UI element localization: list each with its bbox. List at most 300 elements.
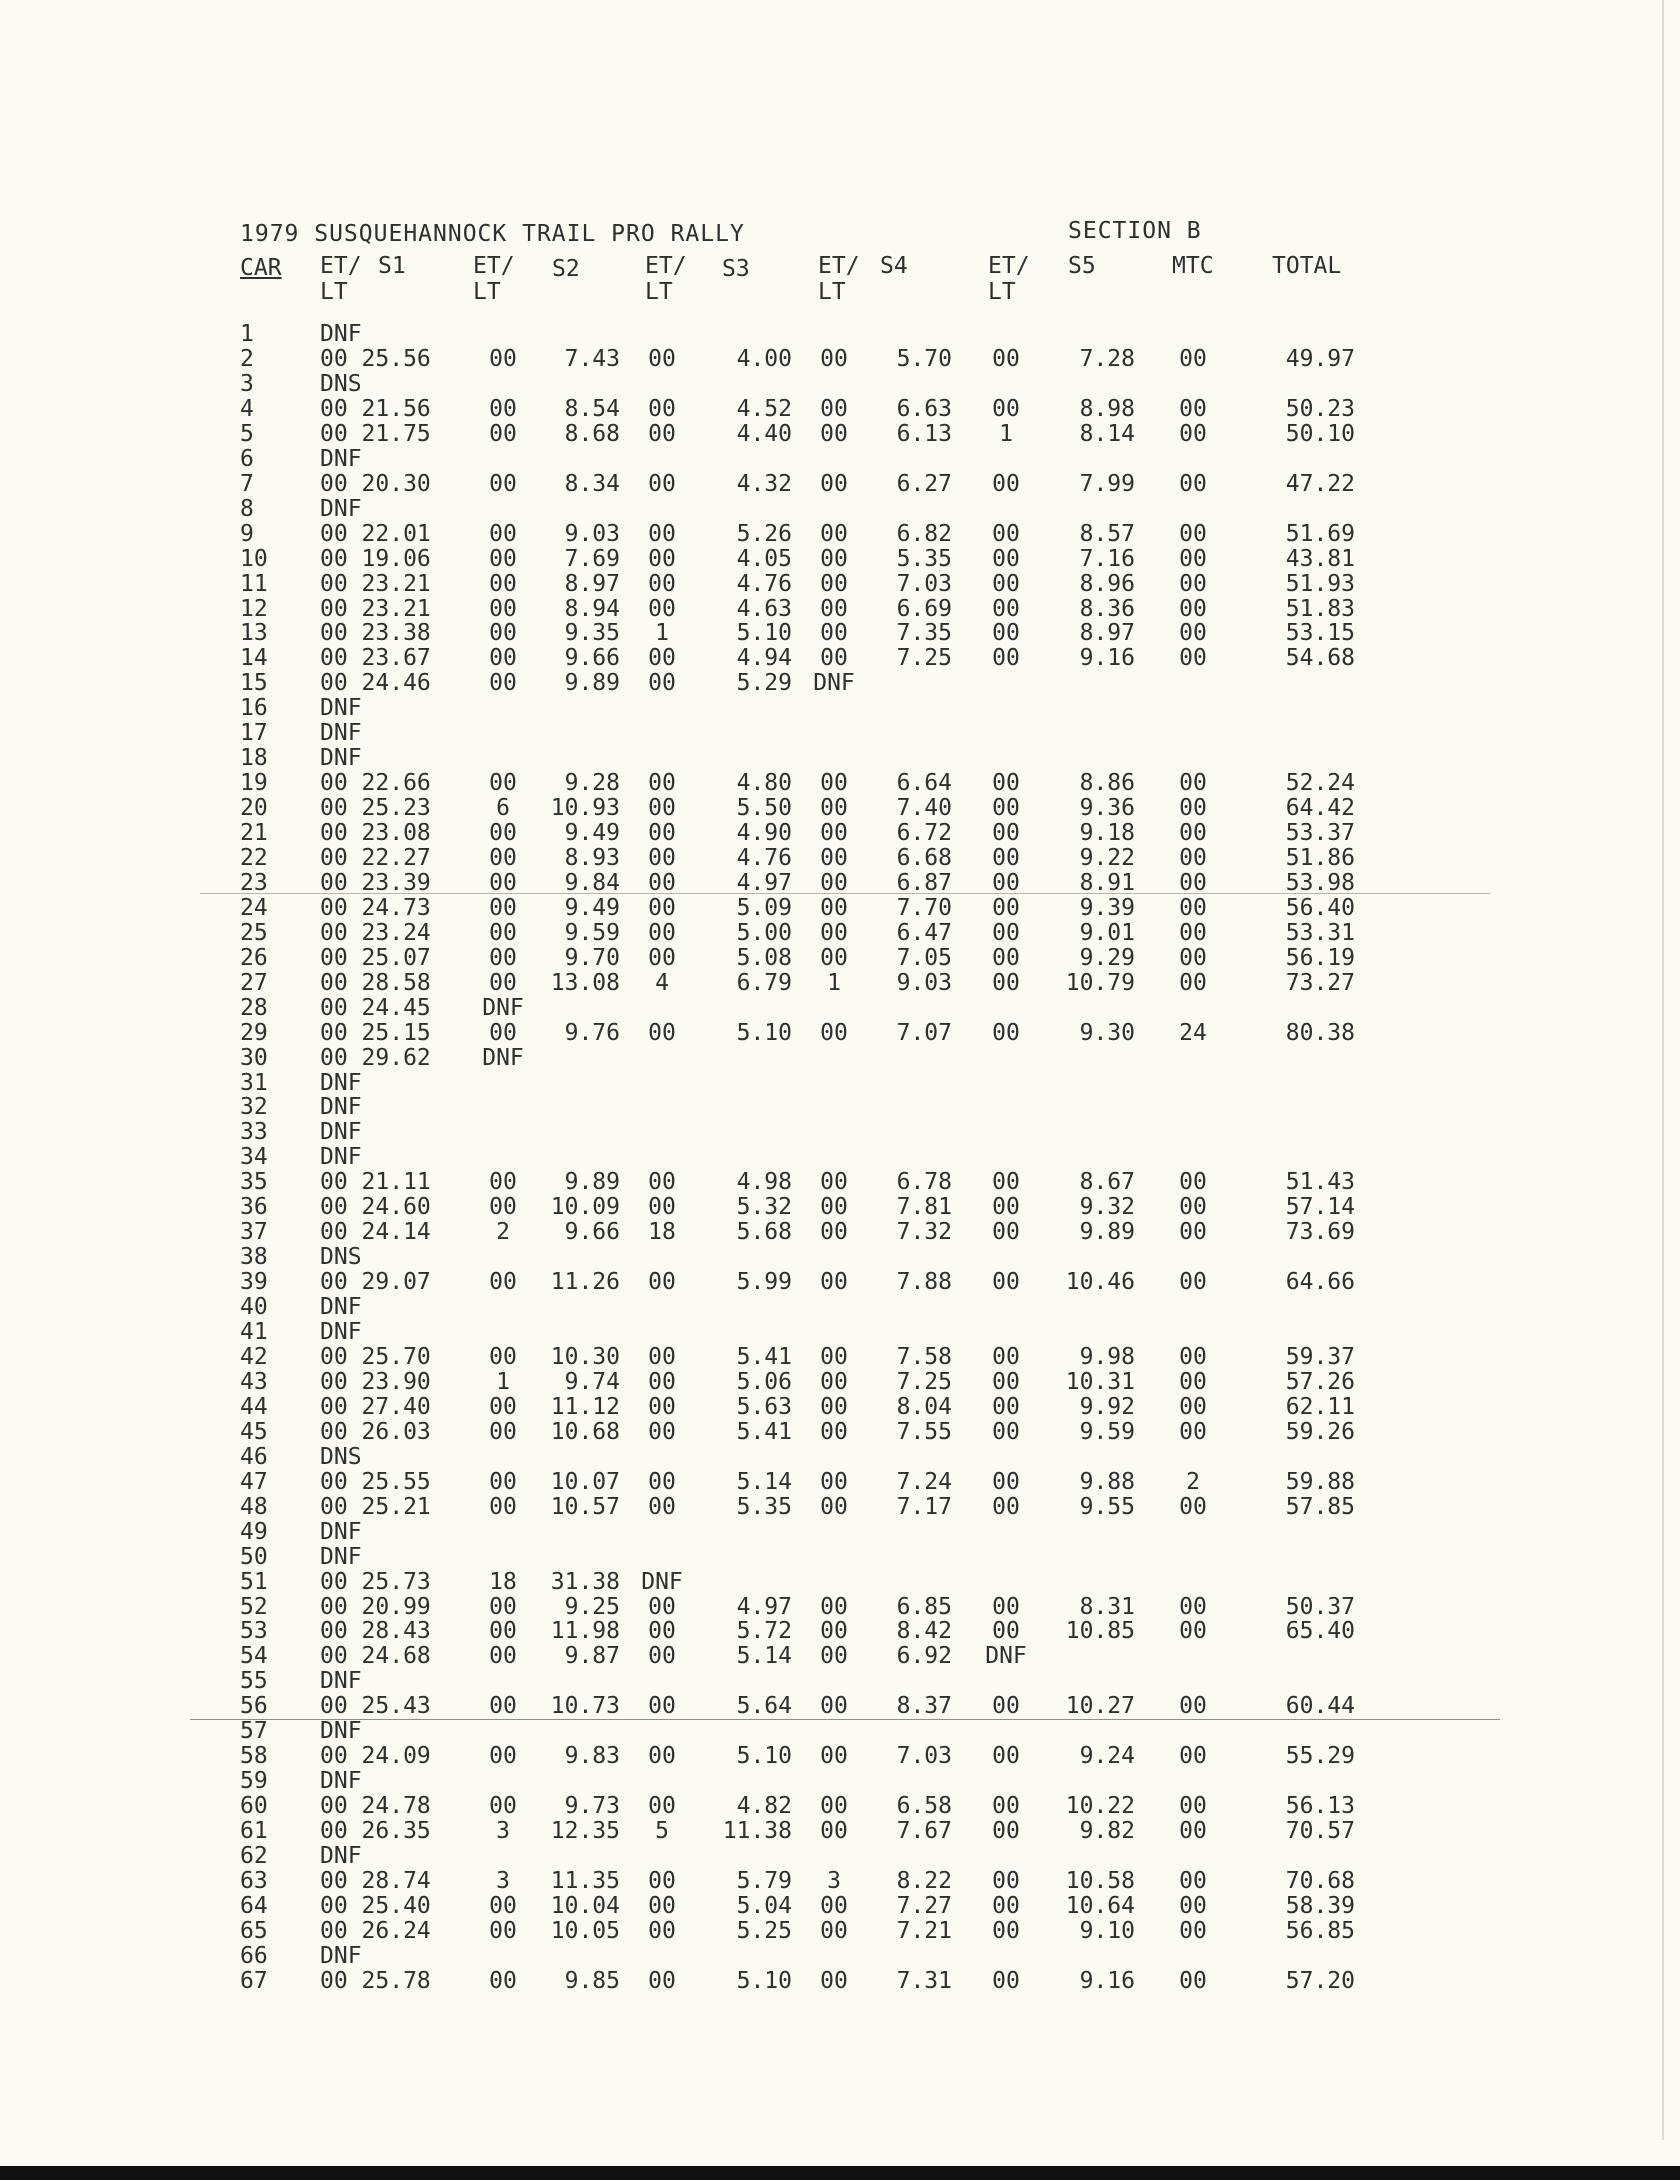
et-lt-3: 00 bbox=[820, 820, 848, 846]
table-row bbox=[0, 1195, 1680, 1220]
et-lt-3: 00 bbox=[820, 1019, 848, 1046]
total-time: 70.57 bbox=[1285, 1818, 1355, 1844]
table-row bbox=[0, 721, 1680, 746]
et-lt-1: 00 bbox=[489, 1343, 517, 1370]
mtc-penalty: 00 bbox=[1179, 345, 1207, 372]
car-number: 61 bbox=[240, 1818, 268, 1844]
table-row bbox=[0, 1944, 1680, 1969]
stage-4-time: 5.35 bbox=[896, 545, 952, 572]
et-lt-3: 00 bbox=[820, 345, 848, 372]
et-lt-4: 00 bbox=[992, 1867, 1020, 1894]
et-lt-4: 00 bbox=[992, 969, 1020, 996]
et-lt-3: 00 bbox=[820, 1892, 848, 1919]
mtc-penalty: 00 bbox=[1179, 1393, 1207, 1420]
et-lt-4: 00 bbox=[992, 869, 1020, 896]
stage-2-time: 8.68 bbox=[564, 420, 620, 447]
stage-4-time: 6.87 bbox=[896, 869, 952, 896]
total-time: 53.15 bbox=[1285, 620, 1355, 647]
et-lt-1: 00 bbox=[489, 1418, 517, 1445]
stage-5-time: 10.22 bbox=[1065, 1793, 1135, 1819]
stage-3-time: 4.97 bbox=[736, 869, 792, 896]
stage-3-time: 5.14 bbox=[736, 1643, 792, 1670]
stage-2-time: 7.69 bbox=[564, 545, 620, 572]
stage-4-time: 7.27 bbox=[896, 1892, 952, 1919]
et-lt-1: 00 bbox=[489, 645, 517, 672]
stage-4-time: 6.82 bbox=[896, 520, 952, 547]
et-lt-1: 00 bbox=[489, 1593, 517, 1620]
stage-3-time: 5.68 bbox=[736, 1219, 792, 1246]
stage-5-time: 9.82 bbox=[1079, 1818, 1135, 1844]
stage-4-time: 7.35 bbox=[896, 620, 952, 647]
et-lt-3: 1 bbox=[827, 969, 841, 996]
stage-1-time: 00 20.30 bbox=[320, 470, 431, 497]
stage-4-time: 7.55 bbox=[896, 1418, 952, 1445]
stage-1-time: DNF bbox=[320, 720, 362, 747]
total-time: 51.43 bbox=[1285, 1169, 1355, 1196]
total-time: 70.68 bbox=[1285, 1867, 1355, 1894]
et-lt-1: 00 bbox=[489, 770, 517, 797]
car-number: 26 bbox=[240, 944, 268, 971]
et-lt-2: 00 bbox=[648, 1019, 676, 1046]
total-time: 43.81 bbox=[1285, 545, 1355, 572]
stage-3-time: 6.79 bbox=[736, 969, 792, 996]
et-lt-4: 00 bbox=[992, 1194, 1020, 1221]
et-lt-4: 00 bbox=[992, 1343, 1020, 1370]
total-time: 73.27 bbox=[1285, 969, 1355, 996]
stage-1-time: DNF bbox=[320, 1718, 362, 1745]
et-lt-1: 3 bbox=[496, 1818, 510, 1844]
stage-2-time: 7.43 bbox=[564, 345, 620, 372]
total-time: 53.31 bbox=[1285, 919, 1355, 946]
et-lt-4: 00 bbox=[992, 1917, 1020, 1944]
stage-1-time: 00 28.43 bbox=[320, 1618, 431, 1645]
stage-5-time: 9.29 bbox=[1079, 944, 1135, 971]
mtc-penalty: 00 bbox=[1179, 894, 1207, 921]
et-lt-3: 00 bbox=[820, 1194, 848, 1221]
car-number: 14 bbox=[240, 645, 268, 672]
table-row bbox=[0, 1245, 1680, 1270]
et-lt-3: 00 bbox=[820, 645, 848, 672]
stage-3-time: 11.38 bbox=[722, 1818, 792, 1844]
total-time: 51.86 bbox=[1285, 844, 1355, 871]
total-time: 49.97 bbox=[1285, 345, 1355, 372]
stage-2-time: 9.76 bbox=[564, 1019, 620, 1046]
et-lt-1: 00 bbox=[489, 869, 517, 896]
total-time: 50.23 bbox=[1285, 395, 1355, 422]
table-row bbox=[0, 871, 1680, 896]
et-lt-1: 00 bbox=[489, 420, 517, 447]
et-lt-1: 18 bbox=[489, 1568, 517, 1595]
stage-3-time: 5.09 bbox=[736, 894, 792, 921]
stage-3-time: 5.99 bbox=[736, 1269, 792, 1296]
table-row bbox=[0, 572, 1680, 597]
mtc-penalty: 00 bbox=[1179, 645, 1207, 672]
stage-5-time: 8.97 bbox=[1079, 620, 1135, 647]
stage-4-time: 8.22 bbox=[896, 1867, 952, 1894]
mtc-penalty: 00 bbox=[1179, 1892, 1207, 1919]
stage-1-time: 00 22.01 bbox=[320, 520, 431, 547]
mtc-penalty: 00 bbox=[1179, 844, 1207, 871]
mtc-penalty: 00 bbox=[1179, 770, 1207, 797]
stage-2-time: 8.94 bbox=[564, 595, 620, 622]
car-number: 11 bbox=[240, 570, 268, 597]
mtc-penalty: 00 bbox=[1179, 1693, 1207, 1720]
stage-4-time: 6.68 bbox=[896, 844, 952, 871]
stage-4-time: 7.67 bbox=[896, 1818, 952, 1844]
stage-2-time: 10.04 bbox=[550, 1892, 620, 1919]
header-s4: S4 bbox=[880, 253, 908, 279]
et-lt-2: 00 bbox=[648, 1743, 676, 1770]
car-number: 19 bbox=[240, 770, 268, 797]
et-lt-3: 00 bbox=[820, 570, 848, 597]
et-lt-1: 00 bbox=[489, 1693, 517, 1720]
stage-3-time: 5.72 bbox=[736, 1618, 792, 1645]
stage-4-time: 7.05 bbox=[896, 944, 952, 971]
car-number: 32 bbox=[240, 1094, 268, 1121]
header-mtc: MTC bbox=[1172, 253, 1214, 279]
stage-3-time: 5.41 bbox=[736, 1343, 792, 1370]
stage-5-time: 9.18 bbox=[1079, 820, 1135, 846]
stage-2-time: 9.25 bbox=[564, 1593, 620, 1620]
stage-5-time: 9.89 bbox=[1079, 1219, 1135, 1246]
table-row bbox=[0, 1370, 1680, 1395]
stage-1-time: 00 21.56 bbox=[320, 395, 431, 422]
stage-5-time: 8.14 bbox=[1079, 420, 1135, 447]
stage-1-time: 00 25.43 bbox=[320, 1693, 431, 1720]
mtc-penalty: 2 bbox=[1186, 1468, 1200, 1495]
table-row bbox=[0, 1919, 1680, 1944]
stage-3-time: 5.25 bbox=[736, 1917, 792, 1944]
table-row bbox=[0, 1120, 1680, 1145]
table-row bbox=[0, 921, 1680, 946]
et-lt-1: 00 bbox=[489, 1194, 517, 1221]
header-et-lt-4: ET/ LT bbox=[818, 253, 860, 305]
stage-2-time: 9.66 bbox=[564, 1219, 620, 1246]
total-time: 60.44 bbox=[1285, 1693, 1355, 1720]
stage-3-time: 5.14 bbox=[736, 1468, 792, 1495]
car-number: 28 bbox=[240, 994, 268, 1021]
total-time: 56.85 bbox=[1285, 1917, 1355, 1944]
stage-5-time: 8.57 bbox=[1079, 520, 1135, 547]
et-lt-4: 00 bbox=[992, 1493, 1020, 1520]
stage-2-time: 9.35 bbox=[564, 620, 620, 647]
stage-1-time: 00 23.67 bbox=[320, 645, 431, 672]
car-number: 38 bbox=[240, 1244, 268, 1271]
total-time: 64.42 bbox=[1285, 795, 1355, 821]
car-number: 41 bbox=[240, 1319, 268, 1345]
table-row bbox=[0, 597, 1680, 622]
stage-4-time: 7.17 bbox=[896, 1493, 952, 1520]
et-lt-3: 00 bbox=[820, 919, 848, 946]
et-lt-4: 00 bbox=[992, 1219, 1020, 1246]
total-time: 56.19 bbox=[1285, 944, 1355, 971]
stage-3-time: 5.32 bbox=[736, 1194, 792, 1221]
et-lt-2: 00 bbox=[648, 1194, 676, 1221]
mtc-penalty: 00 bbox=[1179, 1618, 1207, 1645]
stage-2-time: 31.38 bbox=[550, 1568, 620, 1595]
et-lt-4: 00 bbox=[992, 1169, 1020, 1196]
car-number: 33 bbox=[240, 1119, 268, 1146]
et-lt-2: 00 bbox=[648, 820, 676, 846]
stage-1-time: DNF bbox=[320, 445, 362, 472]
total-time: 57.26 bbox=[1285, 1368, 1355, 1395]
et-lt-1: 00 bbox=[489, 969, 517, 996]
et-lt-3: 00 bbox=[820, 1468, 848, 1495]
et-lt-1: 00 bbox=[489, 1892, 517, 1919]
table-row bbox=[0, 1021, 1680, 1046]
stage-4-time: 7.81 bbox=[896, 1194, 952, 1221]
total-time: 47.22 bbox=[1285, 470, 1355, 497]
stage-3-time: 5.04 bbox=[736, 1892, 792, 1919]
et-lt-4: 00 bbox=[992, 595, 1020, 622]
table-row bbox=[0, 1445, 1680, 1470]
table-row bbox=[0, 1669, 1680, 1694]
stage-5-time: 8.67 bbox=[1079, 1169, 1135, 1196]
stage-1-time: DNF bbox=[320, 1094, 362, 1121]
stage-5-time: 9.39 bbox=[1079, 894, 1135, 921]
et-lt-4: 00 bbox=[992, 844, 1020, 871]
stage-1-time: 00 25.40 bbox=[320, 1892, 431, 1919]
table-row bbox=[0, 497, 1680, 522]
stage-1-time: 00 29.07 bbox=[320, 1269, 431, 1296]
stage-4-time: 7.31 bbox=[896, 1967, 952, 1994]
et-lt-4: 00 bbox=[992, 894, 1020, 921]
stage-1-time: 00 23.39 bbox=[320, 869, 431, 896]
et-lt-1: 3 bbox=[496, 1867, 510, 1894]
et-lt-4: 00 bbox=[992, 645, 1020, 672]
stage-1-time: 00 24.73 bbox=[320, 894, 431, 921]
stage-2-time: 9.74 bbox=[564, 1368, 620, 1395]
car-number: 47 bbox=[240, 1468, 268, 1495]
stage-2-time: 11.98 bbox=[550, 1618, 620, 1645]
stage-1-time: 00 24.09 bbox=[320, 1743, 431, 1770]
car-number: 36 bbox=[240, 1194, 268, 1221]
stage-1-time: DNS bbox=[320, 1244, 362, 1271]
stage-1-time: DNF bbox=[320, 1294, 362, 1320]
header-et-lt-3: ET/ LT bbox=[645, 253, 687, 305]
car-number: 20 bbox=[240, 795, 268, 821]
stage-2-time: 10.05 bbox=[550, 1917, 620, 1944]
stage-1-time: 00 24.60 bbox=[320, 1194, 431, 1221]
stage-2-time: 10.57 bbox=[550, 1493, 620, 1520]
et-lt-2: 00 bbox=[648, 1593, 676, 1620]
table-row bbox=[0, 1145, 1680, 1170]
stage-3-time: 5.10 bbox=[736, 620, 792, 647]
car-number: 25 bbox=[240, 919, 268, 946]
stage-5-time: 9.36 bbox=[1079, 795, 1135, 821]
table-row bbox=[0, 1495, 1680, 1520]
total-time: 64.66 bbox=[1285, 1269, 1355, 1296]
et-lt-3: 00 bbox=[820, 1618, 848, 1645]
table-row bbox=[0, 347, 1680, 372]
et-lt-3: 00 bbox=[820, 795, 848, 821]
mtc-penalty: 00 bbox=[1179, 1418, 1207, 1445]
stage-3-time: 4.80 bbox=[736, 770, 792, 797]
et-lt-1: 00 bbox=[489, 944, 517, 971]
stage-3-time: 4.76 bbox=[736, 844, 792, 871]
table-row bbox=[0, 846, 1680, 871]
et-lt-3: 00 bbox=[820, 869, 848, 896]
stage-3-time: 5.41 bbox=[736, 1418, 792, 1445]
stage-4-time: 7.32 bbox=[896, 1219, 952, 1246]
et-lt-3: 00 bbox=[820, 420, 848, 447]
car-number: 35 bbox=[240, 1169, 268, 1196]
et-lt-4: 00 bbox=[992, 520, 1020, 547]
stage-4-time: 7.24 bbox=[896, 1468, 952, 1495]
car-number: 50 bbox=[240, 1543, 268, 1570]
total-time: 50.10 bbox=[1285, 420, 1355, 447]
stage-5-time: 9.55 bbox=[1079, 1493, 1135, 1520]
et-lt-1: 00 bbox=[489, 595, 517, 622]
stage-5-time: 9.98 bbox=[1079, 1343, 1135, 1370]
mtc-penalty: 00 bbox=[1179, 919, 1207, 946]
et-lt-1: DNF bbox=[482, 1044, 524, 1071]
stage-1-time: 00 28.58 bbox=[320, 969, 431, 996]
stage-1-time: DNS bbox=[320, 370, 362, 397]
stage-2-time: 9.89 bbox=[564, 670, 620, 697]
table-row bbox=[0, 1046, 1680, 1071]
et-lt-3: 00 bbox=[820, 1219, 848, 1246]
stage-1-time: 00 23.90 bbox=[320, 1368, 431, 1395]
stage-3-time: 5.63 bbox=[736, 1393, 792, 1420]
stage-1-time: 00 25.21 bbox=[320, 1493, 431, 1520]
car-number: 4 bbox=[240, 395, 254, 422]
et-lt-3: 00 bbox=[820, 1917, 848, 1944]
et-lt-2: 00 bbox=[648, 919, 676, 946]
car-number: 65 bbox=[240, 1917, 268, 1944]
table-row bbox=[0, 1969, 1680, 1994]
et-lt-2: 00 bbox=[648, 1468, 676, 1495]
et-lt-1: 00 bbox=[489, 545, 517, 572]
stage-1-time: 00 26.24 bbox=[320, 1917, 431, 1944]
et-lt-2: 00 bbox=[648, 869, 676, 896]
mtc-penalty: 00 bbox=[1179, 620, 1207, 647]
stage-4-time: 7.03 bbox=[896, 570, 952, 597]
stage-2-time: 9.85 bbox=[564, 1967, 620, 1994]
et-lt-3: 00 bbox=[820, 595, 848, 622]
car-number: 58 bbox=[240, 1743, 268, 1770]
et-lt-2: 00 bbox=[648, 1892, 676, 1919]
et-lt-4: 00 bbox=[992, 1368, 1020, 1395]
et-lt-4: 00 bbox=[992, 620, 1020, 647]
stage-1-time: 00 25.78 bbox=[320, 1967, 431, 1994]
total-time: 54.68 bbox=[1285, 645, 1355, 672]
table-row bbox=[0, 1320, 1680, 1345]
car-number: 43 bbox=[240, 1368, 268, 1395]
et-lt-1: 00 bbox=[489, 820, 517, 846]
stage-2-time: 9.84 bbox=[564, 869, 620, 896]
header-et-lt-5: ET/ LT bbox=[988, 253, 1030, 305]
mtc-penalty: 00 bbox=[1179, 1368, 1207, 1395]
stage-3-time: 4.98 bbox=[736, 1169, 792, 1196]
table-row bbox=[0, 1694, 1680, 1719]
stage-4-time: 6.64 bbox=[896, 770, 952, 797]
stage-5-time: 7.28 bbox=[1079, 345, 1135, 372]
et-lt-2: 1 bbox=[655, 620, 669, 647]
stage-1-time: 00 24.14 bbox=[320, 1219, 431, 1246]
stage-1-time: 00 25.73 bbox=[320, 1568, 431, 1595]
et-lt-4: 00 bbox=[992, 545, 1020, 572]
et-lt-3: DNF bbox=[813, 670, 855, 697]
stage-4-time: 6.13 bbox=[896, 420, 952, 447]
et-lt-2: 00 bbox=[648, 844, 676, 871]
stage-4-time: 6.85 bbox=[896, 1593, 952, 1620]
et-lt-3: 00 bbox=[820, 1643, 848, 1670]
car-number: 10 bbox=[240, 545, 268, 572]
et-lt-1: 6 bbox=[496, 795, 510, 821]
stage-1-time: 00 25.07 bbox=[320, 944, 431, 971]
header-et-lt-1: ET/ LT bbox=[320, 253, 362, 305]
header-car: CAR bbox=[240, 255, 282, 281]
et-lt-4: DNF bbox=[985, 1643, 1027, 1670]
stage-1-time: DNF bbox=[320, 321, 362, 347]
total-time: 59.88 bbox=[1285, 1468, 1355, 1495]
table-row bbox=[0, 1420, 1680, 1445]
total-time: 51.93 bbox=[1285, 570, 1355, 597]
car-number: 42 bbox=[240, 1343, 268, 1370]
total-time: 59.26 bbox=[1285, 1418, 1355, 1445]
stage-1-time: DNF bbox=[320, 1518, 362, 1545]
et-lt-3: 00 bbox=[820, 1693, 848, 1720]
table-row bbox=[0, 447, 1680, 472]
table-row bbox=[0, 1545, 1680, 1570]
scan-bottom-edge bbox=[0, 2166, 1680, 2180]
stage-4-time: 7.21 bbox=[896, 1917, 952, 1944]
car-number: 5 bbox=[240, 420, 254, 447]
et-lt-2: 00 bbox=[648, 1393, 676, 1420]
et-lt-2: 00 bbox=[648, 395, 676, 422]
car-number: 63 bbox=[240, 1867, 268, 1894]
stage-5-time: 8.98 bbox=[1079, 395, 1135, 422]
car-number: 27 bbox=[240, 969, 268, 996]
stage-5-time: 9.92 bbox=[1079, 1393, 1135, 1420]
car-number: 7 bbox=[240, 470, 254, 497]
stage-2-time: 9.59 bbox=[564, 919, 620, 946]
et-lt-3: 00 bbox=[820, 470, 848, 497]
total-time: 57.20 bbox=[1285, 1967, 1355, 1994]
mtc-penalty: 00 bbox=[1179, 1818, 1207, 1844]
et-lt-1: 1 bbox=[496, 1368, 510, 1395]
stage-3-time: 5.06 bbox=[736, 1368, 792, 1395]
car-number: 13 bbox=[240, 620, 268, 647]
stage-4-time: 7.70 bbox=[896, 894, 952, 921]
mtc-penalty: 00 bbox=[1179, 395, 1207, 422]
table-row bbox=[0, 1794, 1680, 1819]
et-lt-2: 00 bbox=[648, 1493, 676, 1520]
car-number: 53 bbox=[240, 1618, 268, 1645]
mtc-penalty: 00 bbox=[1179, 795, 1207, 821]
total-time: 65.40 bbox=[1285, 1618, 1355, 1645]
et-lt-1: DNF bbox=[482, 994, 524, 1021]
stage-2-time: 9.49 bbox=[564, 820, 620, 846]
stage-5-time: 9.24 bbox=[1079, 1743, 1135, 1770]
et-lt-3: 00 bbox=[820, 1793, 848, 1819]
table-row bbox=[0, 796, 1680, 821]
stage-2-time: 11.26 bbox=[550, 1269, 620, 1296]
stage-3-time: 4.40 bbox=[736, 420, 792, 447]
stage-1-time: 00 20.99 bbox=[320, 1593, 431, 1620]
stage-3-time: 5.08 bbox=[736, 944, 792, 971]
stage-3-time: 4.76 bbox=[736, 570, 792, 597]
stage-1-time: 00 25.15 bbox=[320, 1019, 431, 1046]
car-number: 29 bbox=[240, 1019, 268, 1046]
stage-2-time: 10.07 bbox=[550, 1468, 620, 1495]
et-lt-2: DNF bbox=[641, 1568, 683, 1595]
et-lt-3: 00 bbox=[820, 620, 848, 647]
stage-1-time: 00 25.55 bbox=[320, 1468, 431, 1495]
et-lt-2: 00 bbox=[648, 570, 676, 597]
et-lt-2: 00 bbox=[648, 1618, 676, 1645]
